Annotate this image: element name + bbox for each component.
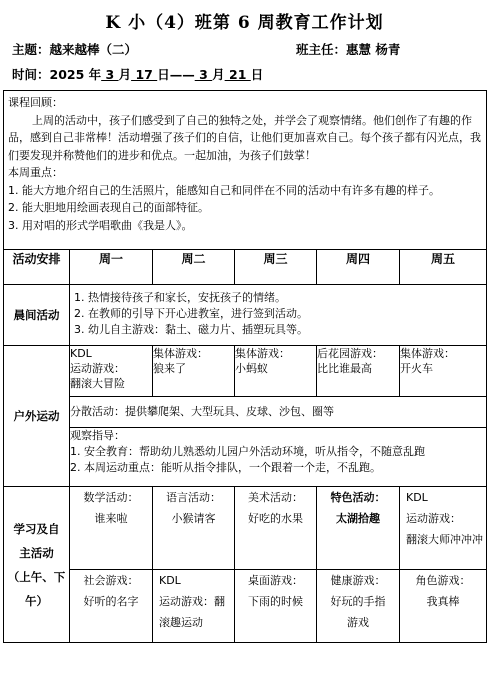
study-label: 学习及自 主活动 （上午、下 午） bbox=[4, 487, 70, 643]
time-row: 时间：2025 年 3 月 17 日—— 3 月 21 日 bbox=[12, 67, 264, 82]
observation-guide: 观察指导： 1. 安全教育：帮助幼儿熟悉幼儿园户外活动环境，听从指令，不随意乱跑 2. 本周运动重点：能听从指令排队，一个跟着一个走，不乱跑。 bbox=[70, 428, 487, 487]
morning-item: 3. 幼儿自主游戏：黏土、磁力片、插塑玩具等。 bbox=[74, 323, 308, 336]
focus-heading: 本周重点： bbox=[8, 166, 63, 179]
header-day: 周四 bbox=[317, 250, 400, 285]
outdoor-wed: 集体游戏： 小蚂蚁 bbox=[235, 346, 317, 397]
morning-row bbox=[4, 285, 487, 346]
review-section bbox=[4, 91, 487, 250]
study-r2-tue: KDL 运动游戏：翻 滚趣运动 bbox=[153, 570, 235, 643]
morning-item: 1. 热情接待孩子和家长，安抚孩子的情绪。 bbox=[74, 291, 286, 304]
outdoor-tue: 集体游戏： 狼来了 bbox=[153, 346, 235, 397]
study-r2-thu: 健康游戏： 好玩的手指 游戏 bbox=[317, 570, 400, 643]
header-row bbox=[4, 250, 487, 285]
study-r2-wed: 桌面游戏： 下雨的时候 bbox=[235, 570, 317, 643]
teacher: 班主任：惠慧 杨青 bbox=[296, 42, 401, 57]
page-title: K 小（4）班第 6 周教育工作计划 bbox=[105, 13, 384, 33]
focus-item: 2. 能大胆地用绘画表现自己的面部特征。 bbox=[8, 201, 209, 214]
header-day: 周二 bbox=[153, 250, 235, 285]
scattered-activity: 分散活动：提供攀爬架、大型玩具、皮球、沙包、圈等 bbox=[70, 397, 487, 428]
morning-content bbox=[70, 285, 487, 346]
study-r2-mon: 社会游戏： 好听的名字 bbox=[70, 570, 153, 643]
focus-item: 1. 能大方地介绍自己的生活照片，能感知自己和同伴在不同的活动中有许多有趣的样子。 bbox=[8, 183, 440, 197]
review-text: 上周的活动中，孩子们感受到了自己的独特之处，并学会了观察情绪。他们创作了有趣的作品，感到自己非常棒！活动增强了孩子们的自信，让他们更加喜欢自己。每个孩子都有闪光点，我们要发现并称赞他们的进步和优点。一起加油，为孩子们鼓掌！ bbox=[8, 113, 481, 162]
header-day: 周一 bbox=[70, 250, 153, 285]
header-day: 周五 bbox=[400, 250, 487, 285]
outdoor-mon: KDL 运动游戏： 翻滚大冒险 bbox=[70, 346, 153, 397]
plan-table bbox=[3, 90, 487, 643]
study-r2-fri: 角色游戏： 我真棒 bbox=[400, 570, 487, 643]
theme: 主题：越来越棒（二） bbox=[12, 42, 138, 57]
outdoor-row bbox=[4, 346, 487, 397]
study-r1-thu: 特色活动： 太湖拾趣 bbox=[317, 487, 400, 570]
header-day: 周三 bbox=[235, 250, 317, 285]
outdoor-thu: 后花园游戏： 比比谁最高 bbox=[317, 346, 400, 397]
outdoor-fri: 集体游戏： 开火车 bbox=[400, 346, 487, 397]
morning-label: 晨间活动 bbox=[4, 285, 70, 346]
study-r1-mon: 数学活动： 谁来啦 bbox=[70, 487, 153, 570]
study-r1-fri: KDL 运动游戏： 翻滚大师冲冲冲 bbox=[400, 487, 487, 570]
review-heading: 课程回顾： bbox=[8, 96, 63, 109]
morning-item: 2. 在教师的引导下开心进教室，进行签到活动。 bbox=[74, 307, 308, 320]
focus-item: 3. 用对唱的形式学唱歌曲《我是人》。 bbox=[8, 218, 193, 232]
study-r1-wed: 美术活动： 好吃的水果 bbox=[235, 487, 317, 570]
outdoor-label: 户外运动 bbox=[4, 346, 70, 487]
study-row bbox=[4, 487, 487, 570]
meta-row bbox=[12, 40, 482, 60]
study-r1-tue: 语言活动： 小猴请客 bbox=[153, 487, 235, 570]
header-activity: 活动安排 bbox=[4, 250, 70, 285]
